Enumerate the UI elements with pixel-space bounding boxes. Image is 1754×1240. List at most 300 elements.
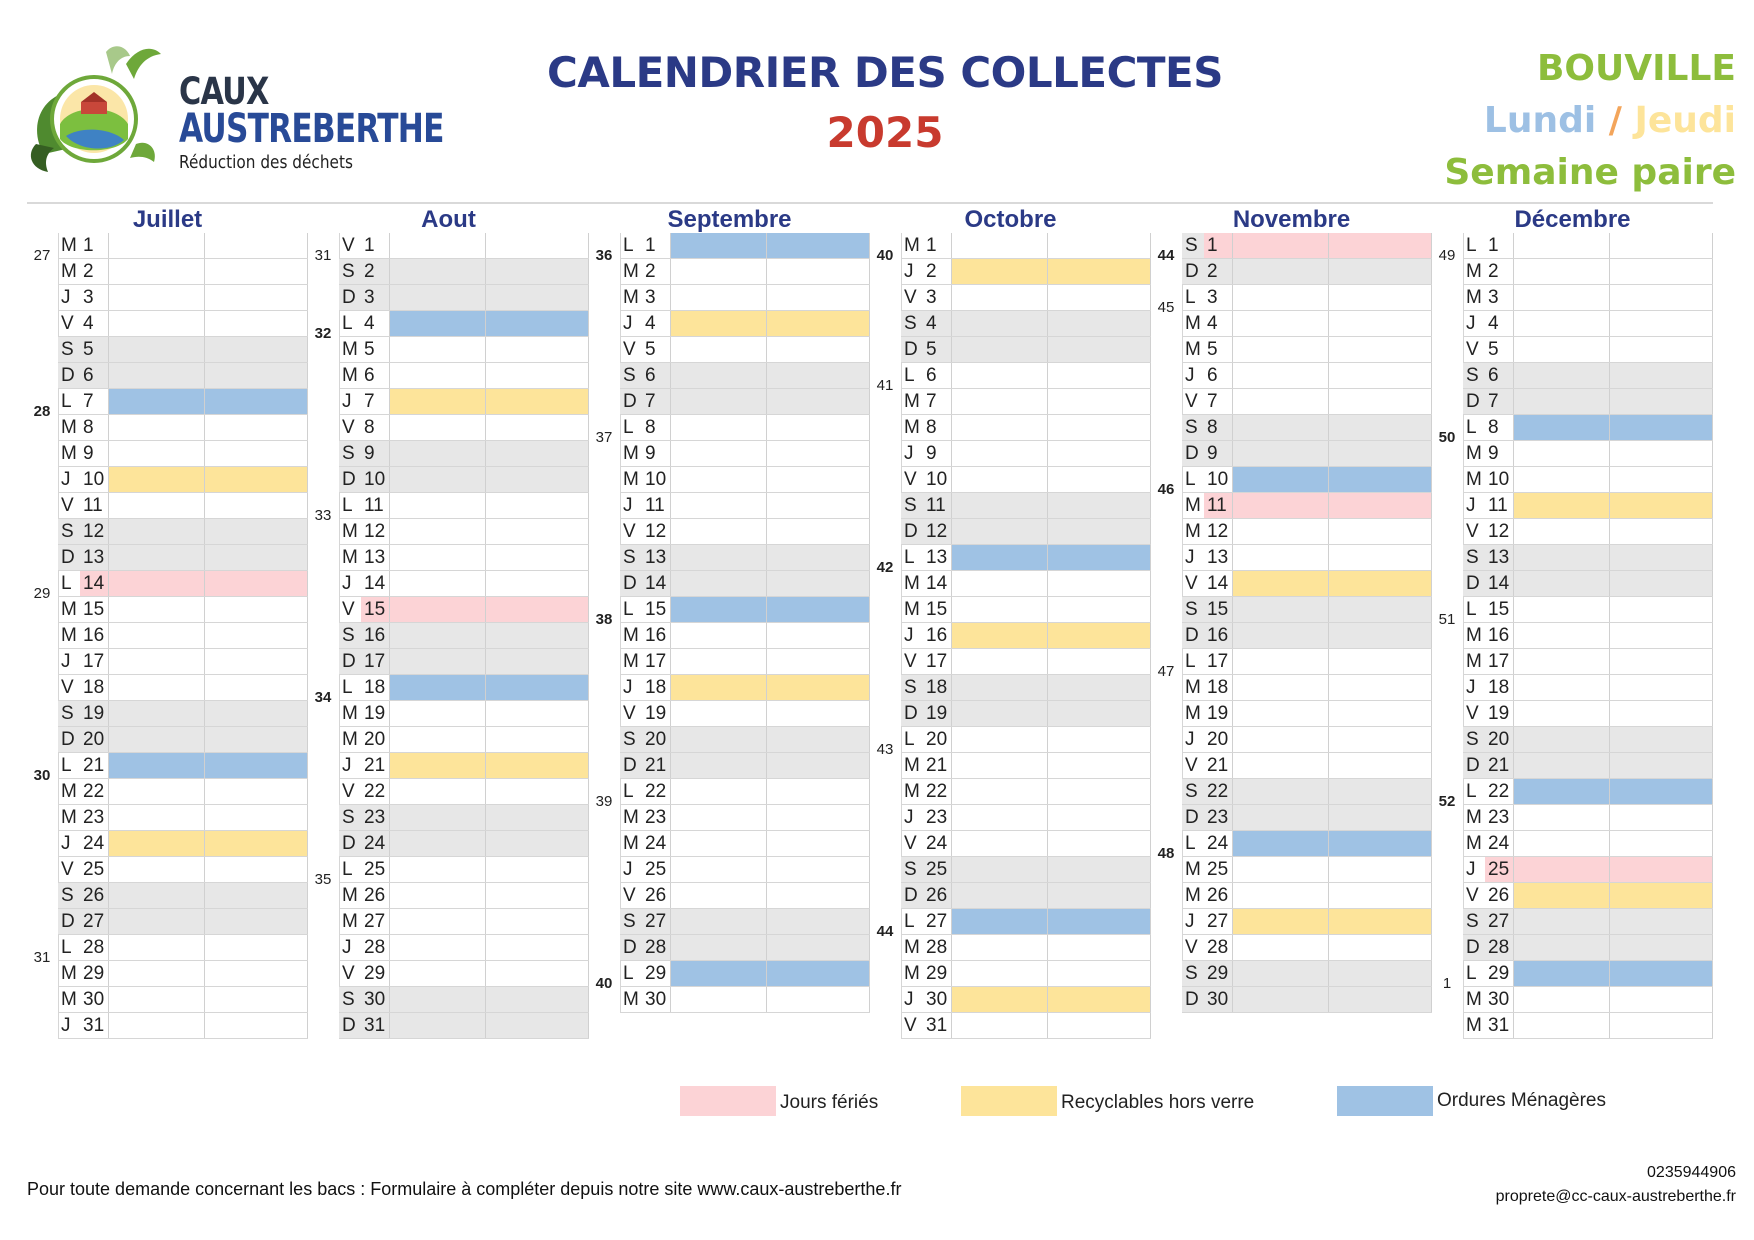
weekday-letter: M	[61, 989, 77, 1010]
empty-cell	[1048, 311, 1151, 337]
day-number: 28	[1204, 935, 1233, 961]
day-number: 20	[80, 727, 109, 753]
day-row	[1151, 727, 1432, 753]
legend-household-label: Ordures Ménagères	[1437, 1090, 1606, 1111]
day-row	[1432, 519, 1713, 545]
empty-cell	[1233, 753, 1329, 779]
day-row	[308, 831, 589, 857]
day-number: 18	[642, 675, 671, 701]
month-4	[1151, 202, 1432, 1038]
empty-cell	[1048, 233, 1151, 259]
day-row	[589, 545, 870, 571]
household-collection-cell	[671, 233, 767, 259]
day-row	[308, 519, 589, 545]
day-number: 27	[923, 909, 952, 935]
empty-cell	[952, 753, 1048, 779]
weekday-letter: M	[342, 911, 358, 932]
day-number: 17	[642, 649, 671, 675]
weekday-letter: D	[61, 547, 75, 568]
empty-cell	[1610, 701, 1713, 727]
monday-label: Lundi	[1483, 100, 1597, 141]
day-row	[308, 467, 589, 493]
week-number: 37	[595, 429, 613, 446]
weekday-letter: L	[1466, 417, 1477, 438]
empty-cell	[1329, 649, 1432, 675]
empty-cell	[1610, 233, 1713, 259]
empty-cell	[1048, 805, 1151, 831]
day-number: 1	[80, 233, 109, 259]
week-number: 51	[1438, 611, 1456, 628]
empty-cell	[486, 779, 589, 805]
day-row	[589, 337, 870, 363]
day-number: 12	[1204, 519, 1233, 545]
weekday-letter: L	[61, 391, 72, 412]
empty-cell	[671, 987, 767, 1013]
day-number: 14	[1204, 571, 1233, 597]
empty-cell	[952, 883, 1048, 909]
empty-cell	[1610, 519, 1713, 545]
weekday-letter: V	[904, 1015, 917, 1036]
day-number: 21	[1485, 753, 1514, 779]
day-row	[870, 259, 1151, 285]
household-collection-cell	[486, 675, 589, 701]
empty-cell	[205, 1013, 308, 1039]
day-row	[1151, 909, 1432, 935]
weekday-letter: D	[1185, 625, 1199, 646]
day-number: 31	[361, 1013, 390, 1039]
empty-cell	[952, 1013, 1048, 1039]
holiday-cell	[205, 571, 308, 597]
day-row	[1432, 259, 1713, 285]
day-number: 28	[80, 935, 109, 961]
day-number: 9	[361, 441, 390, 467]
week-number: 30	[33, 767, 51, 784]
empty-cell	[671, 441, 767, 467]
day-row	[589, 675, 870, 701]
day-number: 18	[1204, 675, 1233, 701]
empty-cell	[1610, 649, 1713, 675]
weekday-letter: D	[904, 521, 918, 542]
empty-cell	[205, 909, 308, 935]
day-row	[1432, 389, 1713, 415]
empty-cell	[1329, 935, 1432, 961]
empty-cell	[1610, 285, 1713, 311]
weekday-letter: M	[1466, 287, 1482, 308]
empty-cell	[1610, 467, 1713, 493]
empty-cell	[390, 623, 486, 649]
empty-cell	[671, 623, 767, 649]
empty-cell	[109, 883, 205, 909]
weekday-letter: S	[61, 339, 74, 360]
day-number: 19	[361, 701, 390, 727]
empty-cell	[1514, 467, 1610, 493]
day-number: 24	[361, 831, 390, 857]
day-row	[27, 961, 308, 987]
empty-cell	[1048, 337, 1151, 363]
empty-cell	[671, 935, 767, 961]
empty-cell	[1610, 909, 1713, 935]
day-row	[870, 1013, 1151, 1039]
recycling-collection-cell	[1514, 493, 1610, 519]
empty-cell	[1610, 441, 1713, 467]
day-row	[27, 259, 308, 285]
weekday-letter: S	[1185, 417, 1198, 438]
weekday-letter: J	[623, 677, 633, 698]
day-number: 17	[1485, 649, 1514, 675]
day-number: 8	[642, 415, 671, 441]
day-number: 10	[1485, 467, 1514, 493]
day-number: 15	[923, 597, 952, 623]
household-collection-cell	[486, 311, 589, 337]
household-collection-cell	[1048, 909, 1151, 935]
day-row	[308, 857, 589, 883]
weekday-letter: M	[1185, 521, 1201, 542]
household-collection-cell	[1329, 467, 1432, 493]
weekday-letter: M	[342, 521, 358, 542]
day-number: 4	[642, 311, 671, 337]
household-collection-cell	[205, 753, 308, 779]
empty-cell	[486, 415, 589, 441]
weekday-letter: L	[904, 729, 915, 750]
empty-cell	[390, 857, 486, 883]
day-number: 28	[1485, 935, 1514, 961]
day-number: 6	[80, 363, 109, 389]
household-collection-cell	[1610, 415, 1713, 441]
empty-cell	[486, 831, 589, 857]
day-row	[27, 753, 308, 779]
day-number: 9	[1485, 441, 1514, 467]
weekday-letter: M	[904, 235, 920, 256]
empty-cell	[1233, 623, 1329, 649]
empty-cell	[671, 753, 767, 779]
empty-cell	[952, 649, 1048, 675]
weekday-letter: M	[342, 885, 358, 906]
empty-cell	[486, 727, 589, 753]
day-number: 7	[1485, 389, 1514, 415]
day-row	[1432, 1013, 1713, 1039]
empty-cell	[671, 389, 767, 415]
day-row	[1151, 389, 1432, 415]
day-number: 23	[80, 805, 109, 831]
weekday-letter: J	[1185, 547, 1195, 568]
day-row	[870, 233, 1151, 259]
day-number: 20	[1485, 727, 1514, 753]
month-2	[589, 202, 870, 1038]
empty-cell	[390, 233, 486, 259]
empty-cell	[390, 883, 486, 909]
recycling-collection-cell	[109, 467, 205, 493]
empty-cell	[205, 337, 308, 363]
week-number: 27	[33, 247, 51, 264]
weekday-letter: L	[61, 937, 72, 958]
day-row	[589, 285, 870, 311]
weekday-letter: D	[1185, 807, 1199, 828]
empty-cell	[1048, 883, 1151, 909]
day-number: 25	[80, 857, 109, 883]
day-row	[27, 779, 308, 805]
empty-cell	[767, 285, 870, 311]
weekday-letter: M	[623, 287, 639, 308]
day-number: 11	[1485, 493, 1514, 519]
day-number: 5	[1204, 337, 1233, 363]
day-row	[870, 857, 1151, 883]
day-row	[1151, 675, 1432, 701]
empty-cell	[1048, 597, 1151, 623]
day-number: 12	[361, 519, 390, 545]
weekday-letter: J	[61, 287, 71, 308]
empty-cell	[486, 545, 589, 571]
day-number: 7	[361, 389, 390, 415]
weekday-letter: M	[61, 625, 77, 646]
empty-cell	[109, 961, 205, 987]
empty-cell	[1514, 233, 1610, 259]
day-row	[1432, 363, 1713, 389]
day-number: 13	[1485, 545, 1514, 571]
weekday-letter: L	[342, 677, 353, 698]
day-row	[308, 493, 589, 519]
empty-cell	[1514, 701, 1610, 727]
empty-cell	[952, 831, 1048, 857]
day-number: 5	[1485, 337, 1514, 363]
empty-cell	[1514, 545, 1610, 571]
recycling-collection-cell	[767, 675, 870, 701]
day-row	[27, 597, 308, 623]
weekday-letter: M	[1185, 313, 1201, 334]
recycling-collection-cell	[671, 675, 767, 701]
empty-cell	[109, 623, 205, 649]
weekday-letter: S	[342, 807, 355, 828]
holiday-cell	[390, 597, 486, 623]
day-number: 2	[361, 259, 390, 285]
day-row	[870, 831, 1151, 857]
empty-cell	[671, 337, 767, 363]
year-title: 2025	[826, 108, 944, 157]
day-number: 17	[361, 649, 390, 675]
day-number: 4	[80, 311, 109, 337]
empty-cell	[1610, 389, 1713, 415]
day-number: 9	[1204, 441, 1233, 467]
empty-cell	[767, 389, 870, 415]
empty-cell	[390, 571, 486, 597]
weekday-letter: M	[61, 443, 77, 464]
holiday-cell	[1233, 233, 1329, 259]
day-row	[1151, 779, 1432, 805]
day-row	[589, 597, 870, 623]
day-row	[1432, 415, 1713, 441]
empty-cell	[1233, 285, 1329, 311]
weekday-letter: M	[623, 261, 639, 282]
empty-cell	[205, 987, 308, 1013]
weekday-letter: J	[1466, 859, 1476, 880]
day-row	[27, 727, 308, 753]
day-row	[27, 571, 308, 597]
recycling-collection-cell	[1329, 909, 1432, 935]
day-row	[589, 441, 870, 467]
week-number: 29	[33, 585, 51, 602]
day-number: 30	[1485, 987, 1514, 1013]
empty-cell	[1514, 597, 1610, 623]
day-row	[27, 831, 308, 857]
day-row	[27, 649, 308, 675]
day-row	[870, 389, 1151, 415]
day-row	[870, 311, 1151, 337]
day-number: 17	[1204, 649, 1233, 675]
weekday-letter: V	[904, 651, 917, 672]
day-row	[870, 519, 1151, 545]
empty-cell	[390, 545, 486, 571]
empty-cell	[1329, 337, 1432, 363]
day-row	[589, 389, 870, 415]
day-row	[589, 935, 870, 961]
day-row	[1151, 857, 1432, 883]
weekday-letter: D	[342, 833, 356, 854]
day-row	[308, 311, 589, 337]
weekday-letter: J	[1466, 677, 1476, 698]
empty-cell	[1610, 753, 1713, 779]
household-collection-cell	[1610, 961, 1713, 987]
weekday-letter: M	[342, 365, 358, 386]
day-row	[870, 597, 1151, 623]
day-number: 31	[923, 1013, 952, 1039]
empty-cell	[109, 597, 205, 623]
day-number: 17	[80, 649, 109, 675]
empty-cell	[109, 727, 205, 753]
empty-cell	[1610, 831, 1713, 857]
day-row	[870, 961, 1151, 987]
day-number: 7	[80, 389, 109, 415]
empty-cell	[109, 649, 205, 675]
month-header: Novembre	[1151, 202, 1432, 233]
weekday-letter: V	[61, 859, 74, 880]
day-number: 21	[361, 753, 390, 779]
empty-cell	[1514, 285, 1610, 311]
empty-cell	[390, 935, 486, 961]
empty-cell	[390, 337, 486, 363]
day-number: 3	[1204, 285, 1233, 311]
weekday-letter: J	[623, 859, 633, 880]
weekday-letter: M	[342, 729, 358, 750]
day-number: 29	[1204, 961, 1233, 987]
weekday-letter: D	[342, 651, 356, 672]
empty-cell	[1048, 701, 1151, 727]
day-row	[1432, 467, 1713, 493]
day-row	[27, 467, 308, 493]
weekday-letter: S	[623, 547, 636, 568]
month-1	[308, 202, 589, 1038]
household-collection-cell	[952, 545, 1048, 571]
weekday-letter: D	[61, 729, 75, 750]
day-number: 9	[642, 441, 671, 467]
weekday-letter: J	[61, 833, 71, 854]
day-number: 30	[923, 987, 952, 1013]
empty-cell	[1514, 259, 1610, 285]
day-number: 27	[1204, 909, 1233, 935]
household-collection-cell	[1514, 415, 1610, 441]
day-number: 17	[923, 649, 952, 675]
empty-cell	[952, 571, 1048, 597]
recycling-collection-cell	[1048, 987, 1151, 1013]
day-number: 24	[642, 831, 671, 857]
day-row	[1432, 675, 1713, 701]
day-row	[27, 935, 308, 961]
week-number: 31	[33, 949, 51, 966]
empty-cell	[671, 571, 767, 597]
weekday-letter: V	[61, 677, 74, 698]
day-number: 14	[1485, 571, 1514, 597]
day-number: 19	[80, 701, 109, 727]
empty-cell	[1514, 675, 1610, 701]
day-row	[870, 649, 1151, 675]
day-number: 9	[80, 441, 109, 467]
recycling-collection-cell	[205, 831, 308, 857]
empty-cell	[1514, 311, 1610, 337]
empty-cell	[1329, 519, 1432, 545]
empty-cell	[205, 545, 308, 571]
holiday-cell	[486, 597, 589, 623]
empty-cell	[1233, 519, 1329, 545]
weekday-letter: D	[1185, 443, 1199, 464]
empty-cell	[205, 805, 308, 831]
day-row	[27, 233, 308, 259]
recycling-collection-cell	[1514, 883, 1610, 909]
day-number: 25	[642, 857, 671, 883]
empty-cell	[1329, 389, 1432, 415]
logo-line-2: AUSTREBERTHE	[179, 106, 444, 152]
weekday-letter: M	[61, 781, 77, 802]
empty-cell	[390, 259, 486, 285]
day-row	[1432, 961, 1713, 987]
empty-cell	[1329, 883, 1432, 909]
day-number: 23	[1485, 805, 1514, 831]
day-number: 15	[80, 597, 109, 623]
weekday-letter: M	[904, 391, 920, 412]
empty-cell	[1233, 779, 1329, 805]
day-number: 24	[1485, 831, 1514, 857]
day-row	[870, 779, 1151, 805]
empty-cell	[1329, 805, 1432, 831]
empty-cell	[1610, 727, 1713, 753]
day-row	[308, 337, 589, 363]
weekday-letter: L	[623, 417, 634, 438]
day-number: 16	[1485, 623, 1514, 649]
day-number: 26	[1204, 883, 1233, 909]
day-row	[589, 779, 870, 805]
week-number: 1	[1442, 975, 1452, 992]
day-row	[589, 805, 870, 831]
week-number: 42	[876, 559, 894, 576]
day-number: 21	[923, 753, 952, 779]
day-number: 27	[1485, 909, 1514, 935]
day-row	[27, 519, 308, 545]
day-number: 8	[361, 415, 390, 441]
empty-cell	[205, 779, 308, 805]
day-number: 20	[642, 727, 671, 753]
weekday-letter: S	[342, 261, 355, 282]
day-row	[308, 753, 589, 779]
day-number: 10	[642, 467, 671, 493]
empty-cell	[767, 415, 870, 441]
weekday-letter: J	[342, 391, 352, 412]
empty-cell	[952, 441, 1048, 467]
weekday-letter: S	[904, 313, 917, 334]
day-row	[27, 1013, 308, 1039]
empty-cell	[1329, 701, 1432, 727]
empty-cell	[767, 857, 870, 883]
empty-cell	[109, 545, 205, 571]
empty-cell	[486, 441, 589, 467]
day-number: 6	[1485, 363, 1514, 389]
day-row	[589, 701, 870, 727]
